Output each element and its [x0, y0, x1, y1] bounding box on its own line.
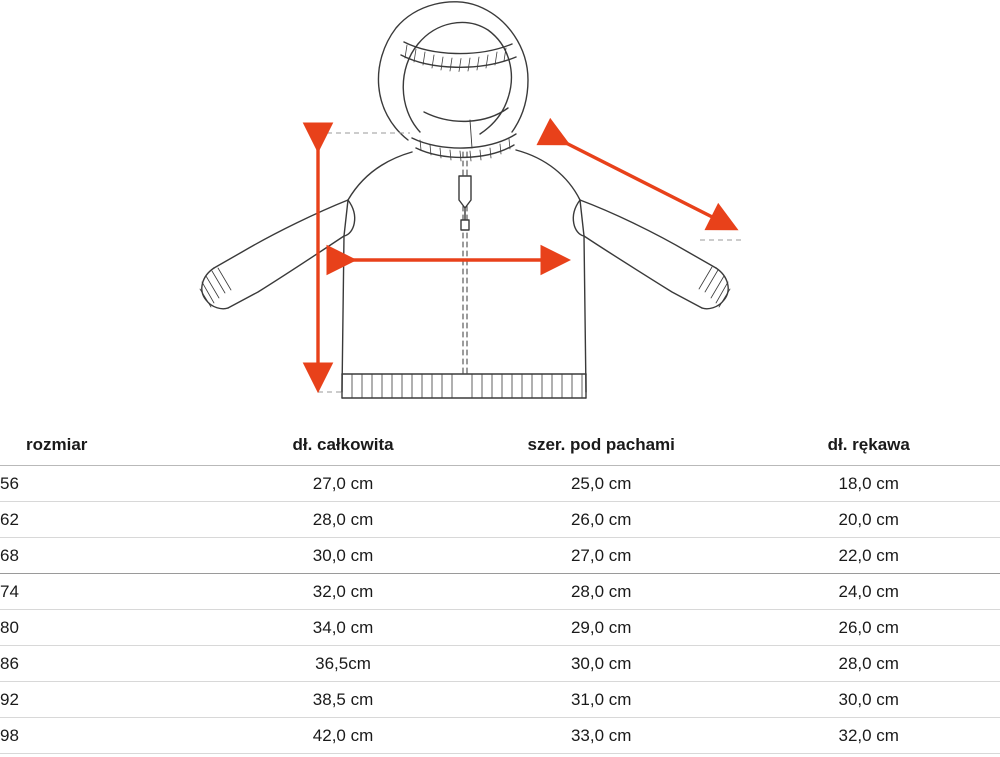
cell-size: 62	[0, 509, 19, 529]
cell-chest-width: 28,0 cm	[570, 581, 632, 601]
cell-total-length: 32,0 cm	[312, 581, 374, 601]
cell-size: 68	[0, 545, 19, 565]
cell-chest-width: 26,0 cm	[570, 509, 632, 529]
cell-size: 80	[0, 617, 19, 637]
table-row	[0, 682, 1000, 718]
table-row	[0, 574, 1000, 610]
column-header-size: rozmiar	[0, 425, 221, 466]
table-row	[0, 718, 1000, 754]
cell-size: 56	[0, 473, 19, 493]
cell-sleeve-length: 20,0 cm	[838, 509, 899, 529]
cell-total-length: 27,0 cm	[312, 473, 374, 493]
size-table	[0, 425, 1000, 754]
cell-sleeve-length: 32,0 cm	[838, 725, 899, 745]
cell-chest-width: 33,0 cm	[570, 725, 632, 745]
cell-size: 74	[0, 581, 19, 601]
cell-size: 86	[0, 653, 19, 673]
table-row	[0, 646, 1000, 682]
cell-total-length: 36,5cm	[315, 653, 371, 673]
cell-sleeve-length: 28,0 cm	[838, 653, 899, 673]
cell-chest-width: 30,0 cm	[570, 653, 632, 673]
table-row	[0, 466, 1000, 502]
cell-chest-width: 27,0 cm	[570, 545, 632, 565]
cell-total-length: 34,0 cm	[312, 617, 374, 637]
cell-total-length: 28,0 cm	[312, 509, 374, 529]
cell-chest-width: 29,0 cm	[570, 617, 632, 637]
cell-size: 98	[0, 725, 19, 745]
table-row	[0, 538, 1000, 574]
table-header	[0, 425, 1000, 466]
table-body	[0, 466, 1000, 754]
column-header-total-length: dł. całkowita	[221, 425, 465, 466]
cell-sleeve-length: 30,0 cm	[838, 689, 899, 709]
column-header-chest-width: szer. pod pachami	[465, 425, 738, 466]
cell-total-length: 38,5 cm	[312, 689, 374, 709]
cell-total-length: 42,0 cm	[312, 725, 374, 745]
column-header-sleeve-length: dł. rękawa	[737, 425, 1000, 466]
cell-sleeve-length: 26,0 cm	[838, 617, 899, 637]
cell-sleeve-length: 24,0 cm	[838, 581, 899, 601]
cell-sleeve-length: 18,0 cm	[838, 473, 899, 493]
table-row	[0, 502, 1000, 538]
table-row	[0, 610, 1000, 646]
table-header-row	[0, 425, 1000, 466]
cell-chest-width: 31,0 cm	[570, 689, 632, 709]
cell-total-length: 30,0 cm	[312, 545, 374, 565]
cell-chest-width: 25,0 cm	[570, 473, 632, 493]
cell-sleeve-length: 22,0 cm	[838, 545, 899, 565]
sleeve-length-arrow	[566, 143, 734, 228]
cell-size: 92	[0, 689, 19, 709]
